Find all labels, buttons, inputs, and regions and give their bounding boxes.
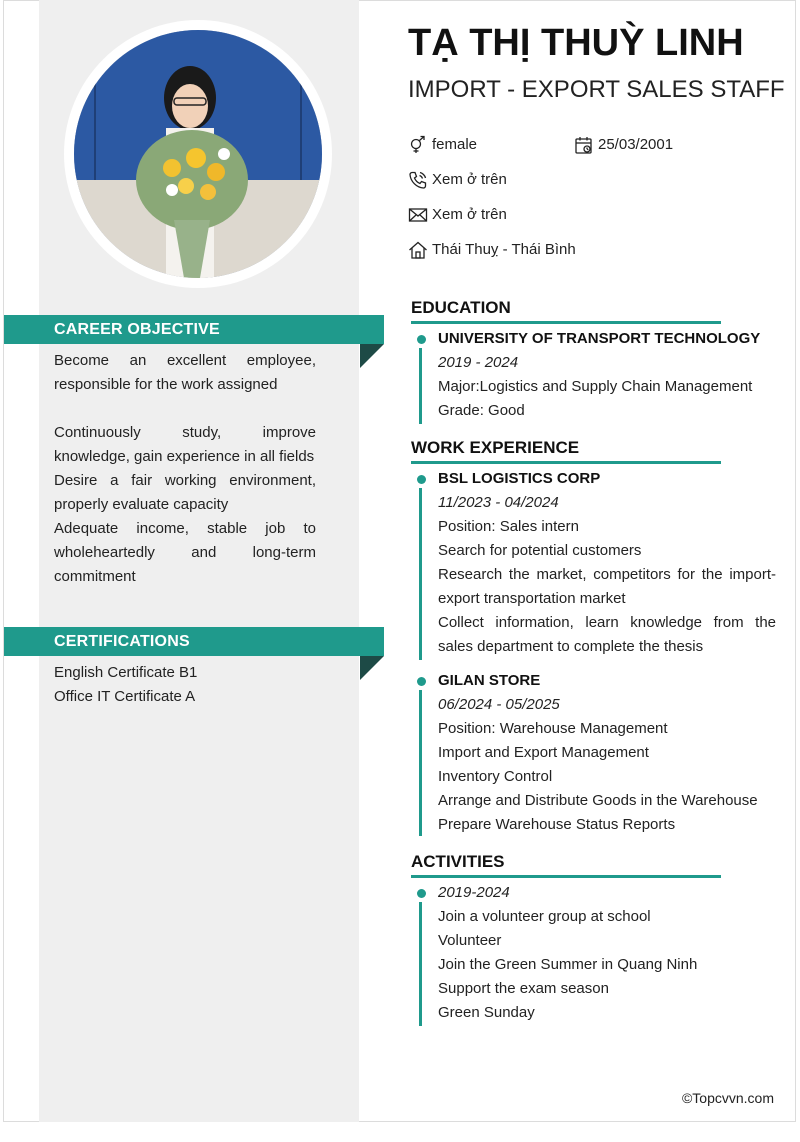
avatar xyxy=(74,30,322,278)
job-2-timeline xyxy=(419,690,422,836)
job-line: Position: Sales intern xyxy=(438,518,579,535)
activity-line: Join the Green Summer in Quang Ninh xyxy=(438,956,698,973)
job-entry xyxy=(438,669,776,837)
education-dot xyxy=(417,335,426,344)
school-name: UNIVERSITY OF TRANSPORT TECHNOLOGY xyxy=(438,330,761,347)
activities-timeline xyxy=(419,902,422,1026)
job-period: 11/2023 - 04/2024 xyxy=(438,494,559,511)
activity-line: Join a volunteer group at school xyxy=(438,908,651,925)
job-line: Inventory Control xyxy=(438,768,553,785)
education-timeline xyxy=(419,348,422,424)
career-objective-heading: CAREER OBJECTIVE xyxy=(4,315,384,344)
email-info xyxy=(408,204,507,226)
job-line: Arrange and Distribute Goods in the Warehouse xyxy=(438,792,758,809)
education-line: Major:Logistics and Supply Chain Management xyxy=(438,378,753,395)
gender-value: female xyxy=(432,136,478,153)
phone-value: Xem ở trên xyxy=(432,171,507,188)
mail-icon xyxy=(408,205,428,225)
job-line: Import and Export Management xyxy=(438,744,649,761)
email-value: Xem ở trên xyxy=(432,206,507,223)
work-experience-heading: WORK EXPERIENCE xyxy=(411,437,721,464)
job-period: 06/2024 - 05/2025 xyxy=(438,696,560,713)
activity-line: Support the exam season xyxy=(438,980,609,997)
certification-item: English Certificate B1 xyxy=(54,664,198,681)
job-1-dot xyxy=(417,475,426,484)
address-info xyxy=(408,239,576,261)
objective-paragraph: Become an excellent employee, responsible for the work assigned xyxy=(54,352,316,393)
company-name: GILAN STORE xyxy=(438,672,541,689)
activities-entry xyxy=(438,881,776,1025)
education-heading: EDUCATION xyxy=(411,297,721,324)
activities-dot xyxy=(417,889,426,898)
job-title: IMPORT - EXPORT SALES STAFF xyxy=(408,76,785,103)
phone-icon xyxy=(408,170,428,190)
certifications-heading: CERTIFICATIONS xyxy=(4,627,384,656)
job-line: Collect information, learn knowledge from the sales department to complete the thesis xyxy=(438,614,776,655)
activity-line: Green Sunday xyxy=(438,1004,535,1021)
education-period: 2019 - 2024 xyxy=(438,354,519,371)
job-line: Position: Warehouse Management xyxy=(438,720,668,737)
gender-info xyxy=(408,134,477,156)
birthdate-value: 25/03/2001 xyxy=(598,136,674,153)
job-entry xyxy=(438,467,776,659)
birthdate-info xyxy=(574,134,673,156)
certifications-fold xyxy=(360,656,384,680)
candidate-name: TẠ THỊ THUỲ LINH xyxy=(408,22,744,64)
education-line: Grade: Good xyxy=(438,402,525,419)
objective-paragraph: Desire a fair working environment, properly evaluate capacity xyxy=(54,472,316,513)
career-objective-fold xyxy=(360,344,384,368)
certification-item: Office IT Certificate A xyxy=(54,688,196,705)
gender-icon xyxy=(408,135,428,155)
objective-paragraph: Continuously study, improve knowledge, gain experience in all fields xyxy=(54,424,316,465)
activity-line: Volunteer xyxy=(438,932,502,949)
education-entry xyxy=(438,327,776,423)
job-line: Prepare Warehouse Status Reports xyxy=(438,816,676,833)
career-objective-text xyxy=(54,349,316,589)
activities-heading: ACTIVITIES xyxy=(411,851,721,878)
phone-info xyxy=(408,169,507,191)
calendar-icon xyxy=(574,135,594,155)
job-2-dot xyxy=(417,677,426,686)
footer-credit: ©Topcvvn.com xyxy=(681,1090,774,1106)
address-value: Thái Thuỵ - Thái Bình xyxy=(432,241,576,258)
home-icon xyxy=(408,240,428,260)
certifications-list xyxy=(54,661,316,709)
job-1-timeline xyxy=(419,488,422,660)
company-name: BSL LOGISTICS CORP xyxy=(438,470,601,487)
job-line: Search for potential customers xyxy=(438,542,642,559)
job-line: Research the market, competitors for the import-export transportation market xyxy=(438,566,776,607)
objective-paragraph: Adequate income, stable job to wholeheartedly and long-term commitment xyxy=(54,520,316,585)
activities-period: 2019-2024 xyxy=(438,884,510,901)
